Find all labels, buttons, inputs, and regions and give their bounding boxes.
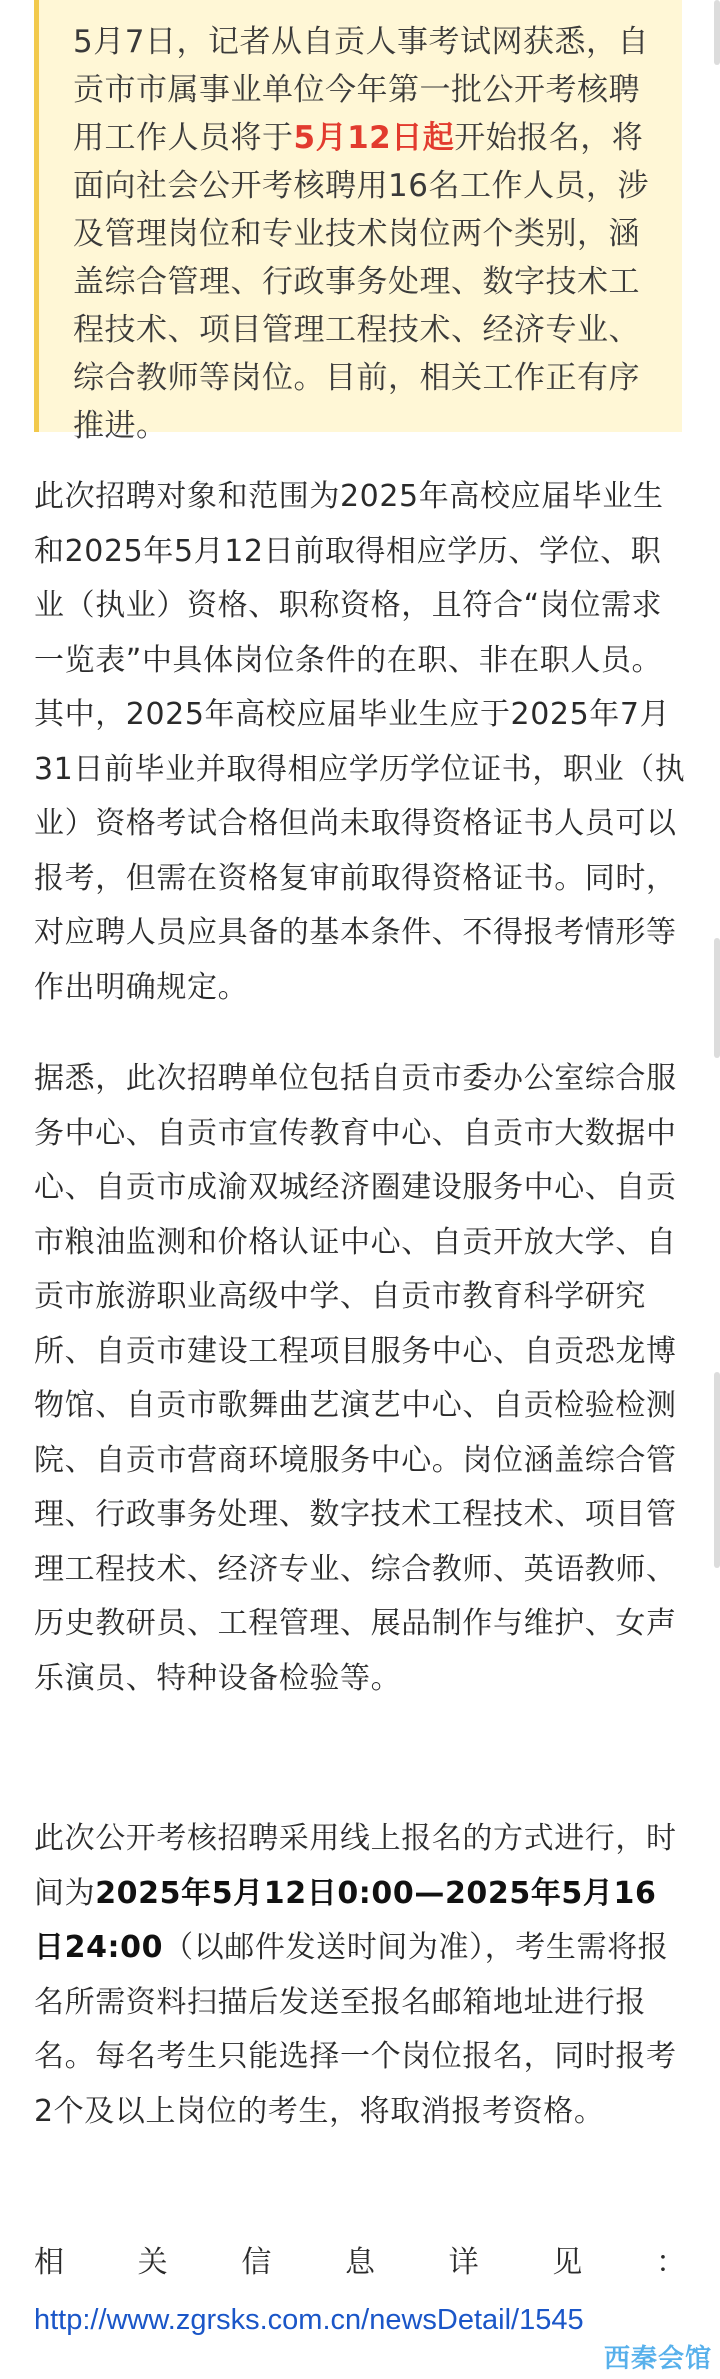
registration-method-before: 此次公开考核招聘采用线上报名的方式进行，时间为 (34, 1821, 677, 1911)
eligibility-paragraph: 此次招聘对象和范围为2025年高校应届毕业生和2025年5月12日前取得相应学历、学位、职业（执业）资格、职称资格，且符合“岗位需求一览表”中具体岗位条件的在职、非在职人员。其中，2025年高校应届毕业生应于2025年7月31日前毕业并取得相应学历学位证书，职业（执业）资格考试合格但尚未取得资格证书人员可以报考，但需在资格复审前取得资格证书。同时，对应聘人员应具备的基本条件、不得报考情形等作出明确规定。 (34, 479, 686, 1005)
site-watermark-logo: 西秦会馆 (603, 2344, 712, 2374)
related-char: 息 (344, 2245, 375, 2280)
summary-text-after: 开始报名，将面向社会公开考核聘用16名工作人员，涉及管理岗位和专业技术岗位两个类别，涵盖综合管理、行政事务处理、数字技术工程技术、项目管理工程技术、经济专业、综合教师等岗位。目前，相关工作正有序推进。 (73, 120, 649, 444)
summary-text (73, 18, 662, 450)
summary-highlight-box (34, 0, 682, 444)
scrollbar-segment[interactable] (714, 1372, 720, 1568)
registration-method-after: （以邮件发送时间为准），考生需将报名所需资料扫描后发送至报名邮箱地址进行报名。每名考生只能选择一个岗位报名，同时报考2个及以上岗位的考生，将取消报考资格。 (34, 1930, 677, 2129)
registration-date-highlight: 5月12日起 (293, 120, 455, 156)
summary-text-before: 5月7日，记者从自贡人事考试网获悉，自贡市市属事业单位今年第一批公开考核聘用工作人员将于 (73, 24, 649, 156)
related-char: 信 (241, 2245, 272, 2280)
related-char: 见 (552, 2245, 583, 2280)
registration-time-range: 2025年5月12日0:00—2025年5月16日24:00 (34, 1875, 657, 1965)
related-char: 详 (448, 2245, 479, 2280)
news-detail-link[interactable]: http://www.zgrsks.com.cn/newsDetail/1545 (34, 2304, 584, 2336)
related-char: ： (655, 2245, 686, 2280)
related-char: 相 (34, 2245, 64, 2280)
scrollbar-segment[interactable] (714, 0, 720, 65)
recruiting-units-paragraph: 据悉，此次招聘单位包括自贡市委办公室综合服务中心、自贡市宣传教育中心、自贡市大数据中心、自贡市成渝双城经济圈建设服务中心、自贡市粮油监测和价格认证中心、自贡开放大学、自贡市旅游职业高级中学、自贡市教育科学研究所、自贡市建设工程项目服务中心、自贡恐龙博物馆、自贡市歌舞曲艺演艺中心、自贡检验检测院、自贡市营商环境服务中心。岗位涵盖综合管理、行政事务处理、数字技术工程技术、项目管理工程技术、经济专业、综合教师、英语教师、历史教研员、工程管理、展品制作与维护、女声乐演员、特种设备检验等。 (34, 1061, 677, 1696)
registration-method-paragraph (34, 1812, 686, 2139)
related-info-label (34, 2243, 686, 2283)
related-char: 关 (137, 2245, 168, 2280)
scrollbar-segment[interactable] (714, 938, 720, 1058)
